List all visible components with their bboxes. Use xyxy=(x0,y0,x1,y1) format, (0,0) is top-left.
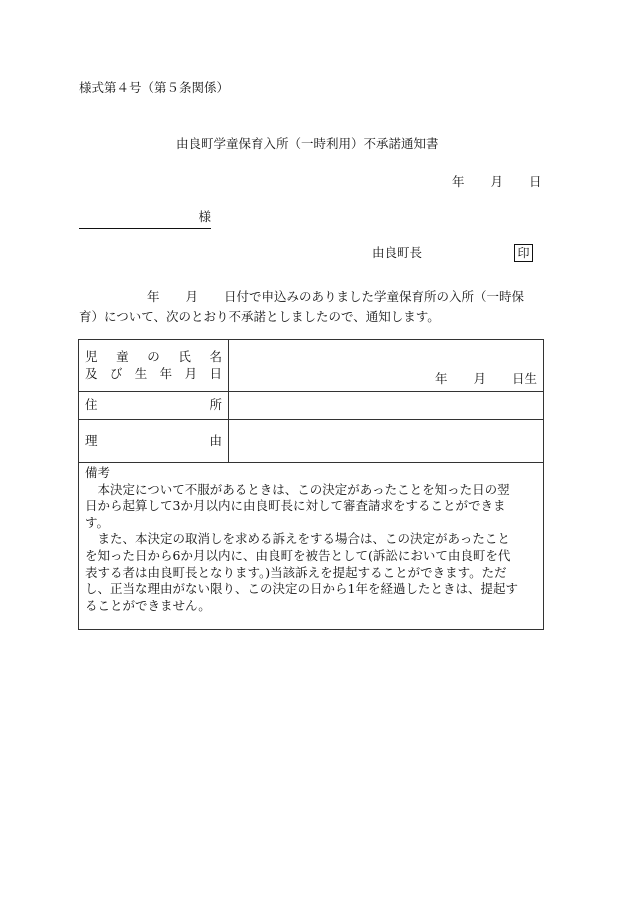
notice-body-month: 月 xyxy=(185,289,199,304)
remarks-line: また、本決定の取消しを求める訴えをする場合は、この決定があったこと xyxy=(85,531,510,547)
remarks-line: し、正当な理由がない限り、この決定の日から1年を経過したときは、提起す xyxy=(85,581,518,597)
notice-body xyxy=(79,287,545,327)
issue-date-year: 年 xyxy=(452,174,465,189)
value-child-name-dob[interactable] xyxy=(229,340,544,392)
table-row-child-name-dob xyxy=(79,340,544,392)
dob-year: 年 xyxy=(434,370,448,386)
remarks-line: 表する者は由良町長となります。)当該訴えを提起することができます。ただ xyxy=(85,564,507,580)
remarks-box xyxy=(78,457,544,630)
notice-body-year: 年 xyxy=(147,289,160,304)
label-child-name: 児 童 の 氏 名 xyxy=(85,349,222,364)
table-row-address xyxy=(79,392,544,420)
issue-date xyxy=(452,176,542,189)
label-dob: 及 び 生 年 月 日 xyxy=(85,365,222,381)
remarks-line: を知った日から6か月以内に、由良町を被告として(訴訟において由良町を代 xyxy=(85,547,511,563)
remarks-line: す。 xyxy=(85,514,110,530)
issue-date-month: 月 xyxy=(490,174,504,189)
remarks-line: ることができません。 xyxy=(85,597,211,613)
issue-date-day: 日 xyxy=(529,174,542,189)
remarks-heading: 備考 xyxy=(85,465,111,480)
notice-body-text-1: 日付で申込みのありました学童保育所の入所（一時保 xyxy=(224,289,525,304)
addressee-honorific: 様 xyxy=(198,209,211,224)
document-title: 由良町学童保育入所（一時利用）不承諾通知書 xyxy=(176,136,439,151)
value-address[interactable] xyxy=(229,392,544,420)
sender-name: 由良町長 xyxy=(372,245,423,260)
dob-month: 月 xyxy=(473,370,486,386)
label-child-name-dob xyxy=(79,340,229,392)
remarks-line: 本決定について不服があるときは、この決定があったことを知った日の翌 xyxy=(85,481,510,497)
details-table xyxy=(78,339,544,463)
dob-day: 日生 xyxy=(511,370,537,386)
label-reason: 理 由 xyxy=(79,420,229,463)
remarks-line: 日から起算して3か月以内に由良町長に対して審査請求をすることができま xyxy=(85,498,506,514)
addressee-line xyxy=(79,211,211,229)
seal-box: 印 xyxy=(514,244,533,262)
form-number: 様式第４号（第５条関係） xyxy=(79,80,230,95)
notice-body-line-1 xyxy=(79,287,545,307)
notice-body-line-2: 育）について、次のとおり不承諾としましたので、通知します。 xyxy=(79,309,440,324)
label-address: 住 所 xyxy=(79,392,229,420)
